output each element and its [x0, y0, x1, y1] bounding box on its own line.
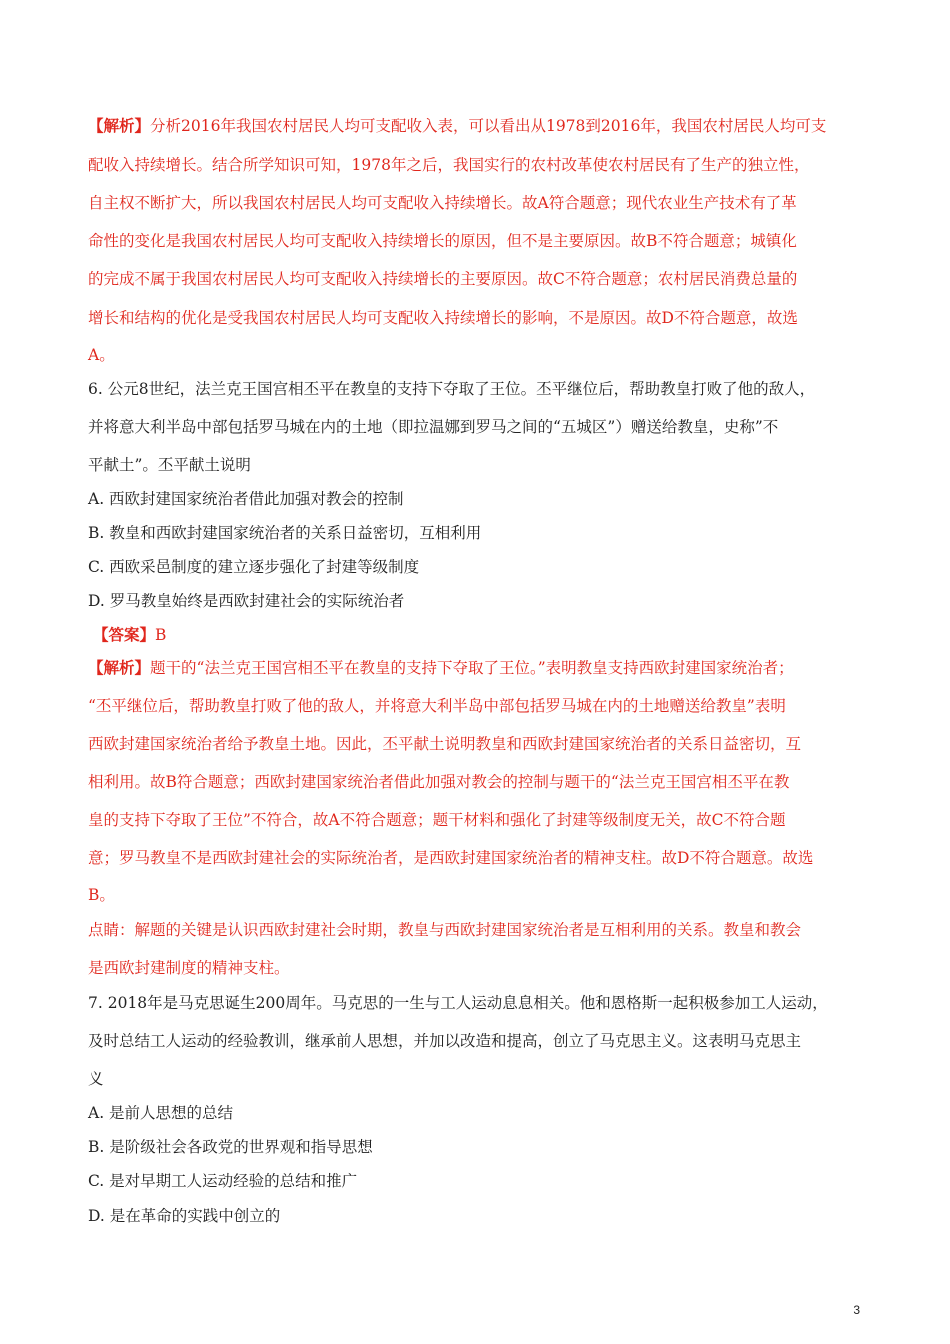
page-number: 3 [853, 1303, 860, 1317]
q5-analysis-line: 配收入持续增长。结合所学知识可知，1978年之后，我国实行的农村改革使农村居民有了生产的独立性， [88, 156, 810, 174]
q5-analysis-line: 命性的变化是我国农村居民人均可支配收入持续增长的原因，但不是主要原因。故B不符合题意；城镇化 [88, 232, 797, 250]
answer-value: B [155, 626, 167, 644]
q5-analysis-line: 的完成不属于我国农村居民人均可支配收入持续增长的主要原因。故C不符合题意；农村居民消费总量的 [88, 270, 798, 288]
q5-analysis-line: 增长和结构的优化是受我国农村居民人均可支配收入持续增长的影响，不是原因。故D不符合题意，故选 [88, 309, 798, 327]
q5-analysis-line: A。 [88, 346, 115, 364]
q6-analysis-line: 西欧封建国家统治者给予教皇土地。因此，丕平献土说明教皇和西欧封建国家统治者的关系日益密切，互 [88, 735, 802, 753]
q6-option-c: C. 西欧采邑制度的建立逐步强化了封建等级制度 [88, 558, 420, 576]
q5-analysis-line: 自主权不断扩大，所以我国农村居民人均可支配收入持续增长。故A符合题意；现代农业生产技术有了革 [88, 194, 797, 212]
q6-stem-line: 平献土”。丕平献土说明 [88, 456, 251, 474]
answer-tag: 【答案】 [93, 625, 156, 644]
q6-option-a: A. 西欧封建国家统治者借此加强对教会的控制 [88, 490, 404, 508]
q6-analysis-line: 皇的支持下夺取了王位”不符合，故A不符合题意；题干材料和强化了封建等级制度无关，故C不符合题 [88, 811, 786, 829]
q7-stem-line: 义 [88, 1070, 104, 1088]
q7-option-a: A. 是前人思想的总结 [88, 1104, 234, 1122]
q6-option-d: D. 罗马教皇始终是西欧封建社会的实际统治者 [88, 592, 405, 610]
q6-analysis-line: B。 [88, 886, 115, 904]
q6-tip-line: 是西欧封建制度的精神支柱。 [88, 959, 290, 977]
q5-analysis-line: 【解析】分析2016年我国农村居民人均可支配收入表，可以看出从1978到2016年，我国农村居民人均可支 [88, 116, 827, 135]
q7-stem-line: 7. 2018年是马克思诞生200周年。马克思的一生与工人运动息息相关。他和恩格斯一起积极参加工人运动， [88, 994, 828, 1012]
q6-analysis-line: 【解析】题干的“法兰克王国宫相丕平在教皇的支持下夺取了王位。”表明教皇支持西欧封建国家统治者； [88, 658, 794, 677]
q6-tip-line: 点睛：解题的关键是认识西欧封建社会时期，教皇与西欧封建国家统治者是互相利用的关系。教皇和教会 [88, 921, 802, 939]
q6-stem-line: 6. 公元8世纪，法兰克王国宫相丕平在教皇的支持下夺取了王位。丕平继位后，帮助教皇打败了他的敌人， [88, 380, 816, 398]
q7-option-c: C. 是对早期工人运动经验的总结和推广 [88, 1172, 358, 1190]
q7-stem-line: 及时总结工人运动的经验教训，继承前人思想，并加以改造和提高，创立了马克思主义。这表明马克思主 [88, 1032, 802, 1050]
q6-analysis-line: 相利用。故B符合题意；西欧封建国家统治者借此加强对教会的控制与题干的“法兰克王国宫相丕平在教 [88, 773, 790, 791]
analysis-tag: 【解析】 [88, 658, 151, 677]
q7-option-b: B. 是阶级社会各政党的世界观和指导思想 [88, 1138, 373, 1156]
q6-answer [93, 625, 166, 645]
q6-analysis-line: “丕平继位后，帮助教皇打败了他的敌人，并将意大利半岛中部包括罗马城在内的土地赠送给教皇”表明 [88, 697, 786, 715]
q6-analysis-line: 意；罗马教皇不是西欧封建社会的实际统治者，是西欧封建国家统治者的精神支柱。故D不符合题意。故选 [88, 849, 814, 867]
q6-stem-line: 并将意大利半岛中部包括罗马城在内的土地（即拉温娜到罗马之间的“五城区”）赠送给教皇，史称”不 [88, 418, 779, 436]
q7-option-d: D. 是在革命的实践中创立的 [88, 1207, 281, 1225]
analysis-tag: 【解析】 [88, 116, 151, 135]
q6-option-b: B. 教皇和西欧封建国家统治者的关系日益密切，互相利用 [88, 524, 482, 542]
